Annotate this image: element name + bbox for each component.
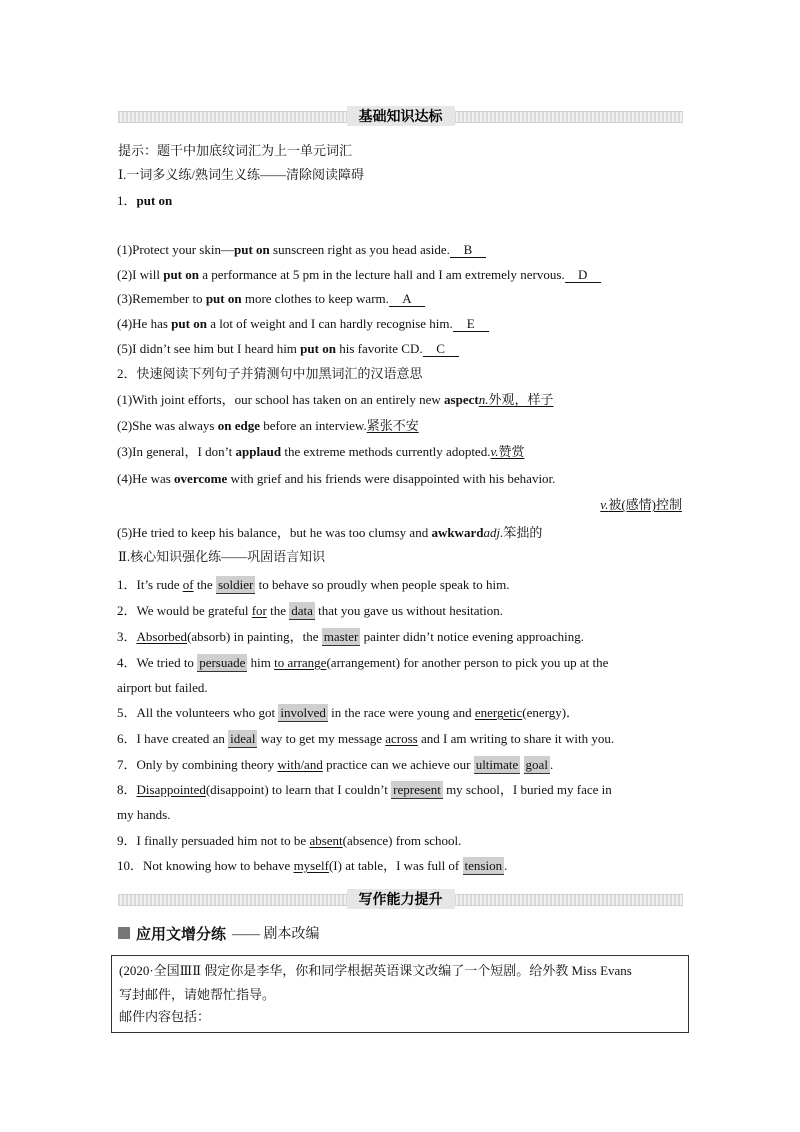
exercise-sentence-4: 4．We tried to persuade him to arrange(arrangement) for another person to pick you up at the <box>117 655 609 670</box>
q1-item-3: (3)Remember to put on more clothes to keep warm. A <box>117 290 425 308</box>
question-2-heading: 2．快速阅读下列句子并猜测句中加黑词汇的汉语意思 <box>117 366 423 381</box>
banner-title: 写作能力提升 <box>347 889 455 909</box>
exercise-sentence-8: 8．Disappointed(disappoint) to learn that I couldn’t represent my school，I buried my face in <box>117 782 612 797</box>
q1-item-4: (4)He has put on a lot of weight and I can hardly recognise him. E <box>117 315 489 333</box>
section-banner-basic <box>118 106 683 126</box>
q2-item-2: (2)She was always on edge before an interview.紧张不安 <box>117 418 419 433</box>
exercise-sentence-2: 2．We would be grateful for the data that you gave us without hesitation. <box>117 603 504 618</box>
question-number: 1． <box>117 193 137 208</box>
answer-blank: E <box>453 316 489 332</box>
prompt-line-1: (2020·全国ⅢⅡ 假定你是李华，你和同学根据英语课文改编了一个短剧。给外教 Miss Evans <box>119 963 632 978</box>
question-1-heading <box>117 192 172 210</box>
prompt-line-2: 写封邮件，请她帮忙指导。 <box>119 987 276 1002</box>
exercise-sentence-4-cont: airport but failed. <box>117 680 208 695</box>
exercise-sentence-6: 6．I have created an ideal way to get my message across and I am writing to share it with you. <box>117 731 615 746</box>
answer-blank: C <box>423 341 459 357</box>
exercise-sentence-5: 5．All the volunteers who got involved in the race were young and energetic(energy)． <box>117 705 580 720</box>
section-subtitle: —— 剧本改编 <box>232 927 320 942</box>
exercise-sentence-7: 7．Only by combining theory with/and practice can we achieve our ultimate goal . <box>117 757 554 772</box>
answer-blank: B <box>450 242 486 258</box>
answer-blank: D <box>565 267 601 283</box>
square-bullet-icon <box>118 927 130 939</box>
q1-item-2: (2)I will put on a performance at 5 pm in the lecture hall and I am extremely nervous. D <box>117 266 601 284</box>
section-heading-1: Ⅰ.一词多义练/熟词生义练——清除阅读障碍 <box>118 167 364 182</box>
section-banner-writing <box>118 889 683 909</box>
hint-text: 提示：题干中加底纹词汇为上一单元词汇 <box>118 143 353 158</box>
q2-item-3: (3)In general，I don’t applaud the extreme methods currently adopted.v.赞赏 <box>117 444 525 459</box>
exercise-sentence-9: 9．I finally persuaded him not to be absent(absence) from school. <box>117 833 462 848</box>
prompt-line-3: 邮件内容包括： <box>119 1009 211 1024</box>
q2-item-1: (1)With joint efforts，our school has taken on an entirely new aspectn.外观，样子 <box>117 392 554 407</box>
q2-item-4-answer: v.被(感情)控制 <box>600 497 682 512</box>
exercise-sentence-8-cont: my hands. <box>117 807 171 822</box>
exercise-sentence-3: 3．Absorbed(absorb) in painting，the master painter didn’t notice evening approaching. <box>117 629 584 644</box>
section-heading-3 <box>118 922 320 944</box>
exercise-sentence-10: 10．Not knowing how to behave myself(I) at table，I was full of tension . <box>117 858 508 873</box>
prompt-box <box>111 955 689 1033</box>
section-title: 应用文增分练 <box>136 925 227 943</box>
exercise-sentence-1: 1．It’s rude of the soldier to behave so proudly when people speak to him. <box>117 577 510 592</box>
q1-item-5: (5)I didn’t see him but I heard him put on his favorite CD. C <box>117 340 459 358</box>
section-heading-2: Ⅱ.核心知识强化练——巩固语言知识 <box>118 549 326 564</box>
q2-item-5: (5)He tried to keep his balance，but he was too clumsy and awkwardadj.笨拙的 <box>117 525 543 540</box>
q1-item-1: (1)Protect your skin—put on sunscreen right as you head aside. B <box>117 241 486 259</box>
q2-item-4: (4)He was overcome with grief and his friends were disappointed with his behavior. <box>117 471 556 486</box>
question-word: put on <box>136 193 173 208</box>
answer-blank: A <box>389 291 425 307</box>
banner-title: 基础知识达标 <box>347 106 455 126</box>
